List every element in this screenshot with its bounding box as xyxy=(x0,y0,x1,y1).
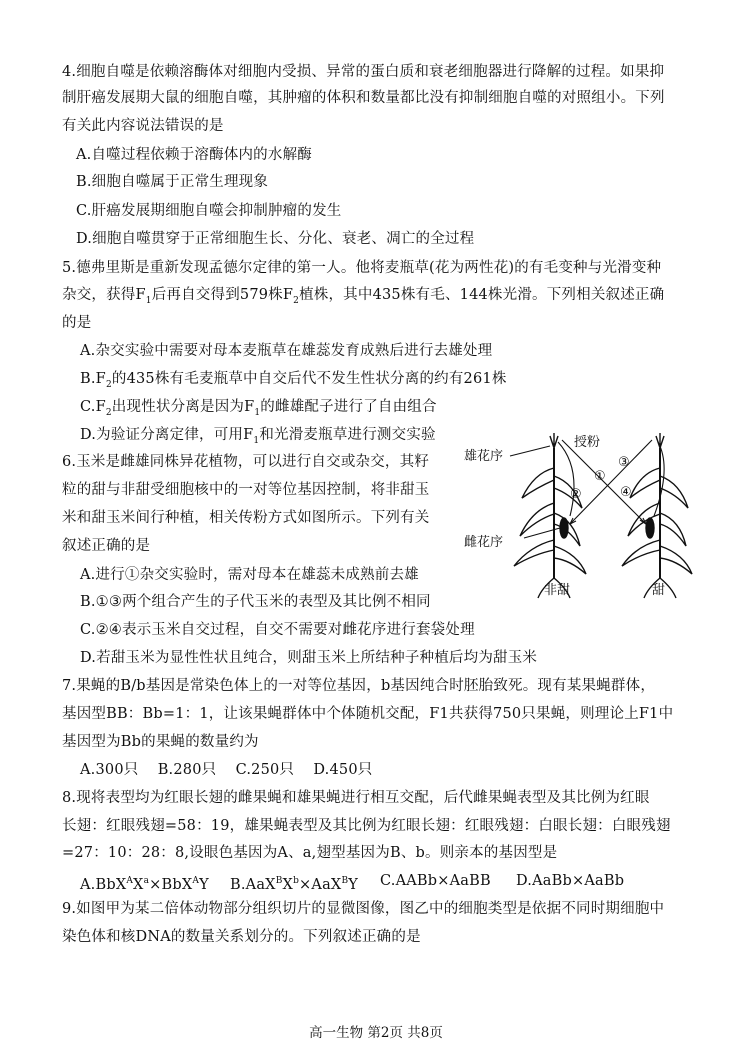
female-inflorescence-label: 雌花序 xyxy=(464,535,504,550)
q7-stem-line-2: 基因型BB：Bb=1：1，让该果蝇群体中个体随机交配，F1共获得750只果蝇，则理论上F1中 xyxy=(62,706,674,722)
q5-stem-line-1: 5.德弗里斯是重新发现孟德尔定律的第一人。他将麦瓶草(花为两性花)的有毛变种与光滑变种 xyxy=(62,260,662,276)
q8-stem-line-1: 8.现将表型均为红眼长翅的雌果蝇和雄果蝇进行相互交配，后代雌果蝇表型及其比例为红眼 xyxy=(62,790,650,806)
q8-option-a: $A.BbX^AX^a\times BbX^AY$ xyxy=(80,876,209,893)
corn-pollination-diagram xyxy=(462,428,722,606)
arrow-label-3: ③ xyxy=(618,455,630,470)
q6-stem-line-3: 米和甜玉米间行种植，相关传粉方式如图所示。下列有关 xyxy=(62,510,430,526)
q6-option-c: C.②④表示玉米自交过程，自交不需要对雌花序进行套袋处理 xyxy=(80,622,475,638)
q4-option-a: A.自噬过程依赖于溶酶体内的水解酶 xyxy=(76,147,312,163)
q9-stem-line-1: 9.如图甲为某二倍体动物部分组织切片的显微图像，图乙中的细胞类型是依据不同时期细胞中 xyxy=(62,901,665,917)
q9-stem-line-2: 染色体和核DNA的数量关系划分的。下列叙述正确的是 xyxy=(62,929,421,945)
q8-option-d: D.AaBb×AaBb xyxy=(516,873,625,889)
q5-option-a: A.杂交实验中需要对母本麦瓶草在雄蕊发育成熟后进行去雄处理 xyxy=(80,343,493,359)
q4-stem-line-2: 制肝癌发展期大鼠的细胞自噬，其肿瘤的体积和数量都比没有抑制细胞自噬的对照组小。下列 xyxy=(62,90,665,106)
q6-stem-line-1: 6.玉米是雌雄同株异花植物，可以进行自交或杂交，其籽 xyxy=(62,454,430,470)
non-sweet-label: 非甜 xyxy=(544,583,571,598)
page-footer: 高一生物 第2页 共8页 xyxy=(309,1025,443,1041)
q8-option-c: C.AABb×AaBB xyxy=(380,873,491,889)
q5-option-b: $B.F_2$的435株有毛麦瓶草中自交后代不发生性状分离的约有261株 xyxy=(80,371,507,390)
arrow-label-2: ② xyxy=(570,487,582,502)
q6-option-b: B.①③两个组合产生的子代玉米的表型及其比例不相同 xyxy=(80,594,431,610)
q8-option-b: $B.AaX^BX^b\times AaX^BY$ xyxy=(230,876,359,893)
q6-option-a: A.进行①杂交实验时，需对母本在雄蕊未成熟前去雄 xyxy=(80,567,419,583)
q7-options: A.300只 B.280只 C.250只 D.450只 xyxy=(80,762,373,778)
q4-option-c: C.肝癌发展期细胞自噬会抑制肿瘤的发生 xyxy=(76,203,342,219)
q4-option-d: D.细胞自噬贯穿于正常细胞生长、分化、衰老、凋亡的全过程 xyxy=(76,231,475,247)
right-corn-plant xyxy=(622,433,692,598)
q7-stem-line-3: 基因型为Bb的果蝇的数量约为 xyxy=(62,734,259,750)
q4-stem-line-1: 4.细胞自噬是依赖溶酶体对细胞内受损、异常的蛋白质和衰老细胞器进行降解的过程。如果抑 xyxy=(62,64,665,80)
q5-stem-line-2: 杂交，获得$F_1$后再自交得到579株$F_2$植株，其中435株有毛、144株光滑。下列相关叙述正确 xyxy=(62,287,665,306)
arrow-label-1: ① xyxy=(594,469,606,484)
male-inflorescence-label: 雄花序 xyxy=(464,449,504,464)
q4-stem-line-3: 有关此内容说法错误的是 xyxy=(62,118,224,134)
q5-option-c: $C.F_2$出现性状分离是因为$F_1$的雌雄配子进行了自由组合 xyxy=(80,399,437,418)
left-corn-plant xyxy=(514,433,586,598)
sweet-label: 甜 xyxy=(652,583,666,598)
q8-stem-line-2: 长翅：红眼残翅=58：19，雄果蝇表型及其比例为红眼长翅：红眼残翅：白眼长翅：白眼残翅 xyxy=(62,818,671,834)
q7-stem-line-1: 7.果蝇的B/b基因是常染色体上的一对等位基因，b基因纯合时胚胎致死。现有某果蝇群体， xyxy=(62,678,656,694)
q5-option-d: D.为验证分离定律，可用$F_1$和光滑麦瓶草进行测交实验 xyxy=(80,427,436,446)
q8-stem-line-3: =27：10：28：8,设眼色基因为A、a,翅型基因为B、b。则亲本的基因型是 xyxy=(62,845,558,861)
pollination-label: 授粉 xyxy=(574,435,601,450)
q6-option-d: D.若甜玉米为显性性状且纯合，则甜玉米上所结种子种植后均为甜玉米 xyxy=(80,650,538,666)
q4-option-b: B.细胞自噬属于正常生理现象 xyxy=(76,174,269,190)
q6-stem-line-2: 粒的甜与非甜受细胞核中的一对等位基因控制，将非甜玉 xyxy=(62,482,430,498)
arrow-label-4: ④ xyxy=(620,485,632,500)
q5-stem-line-3: 的是 xyxy=(62,315,92,331)
q6-stem-line-4: 叙述正确的是 xyxy=(62,538,151,554)
